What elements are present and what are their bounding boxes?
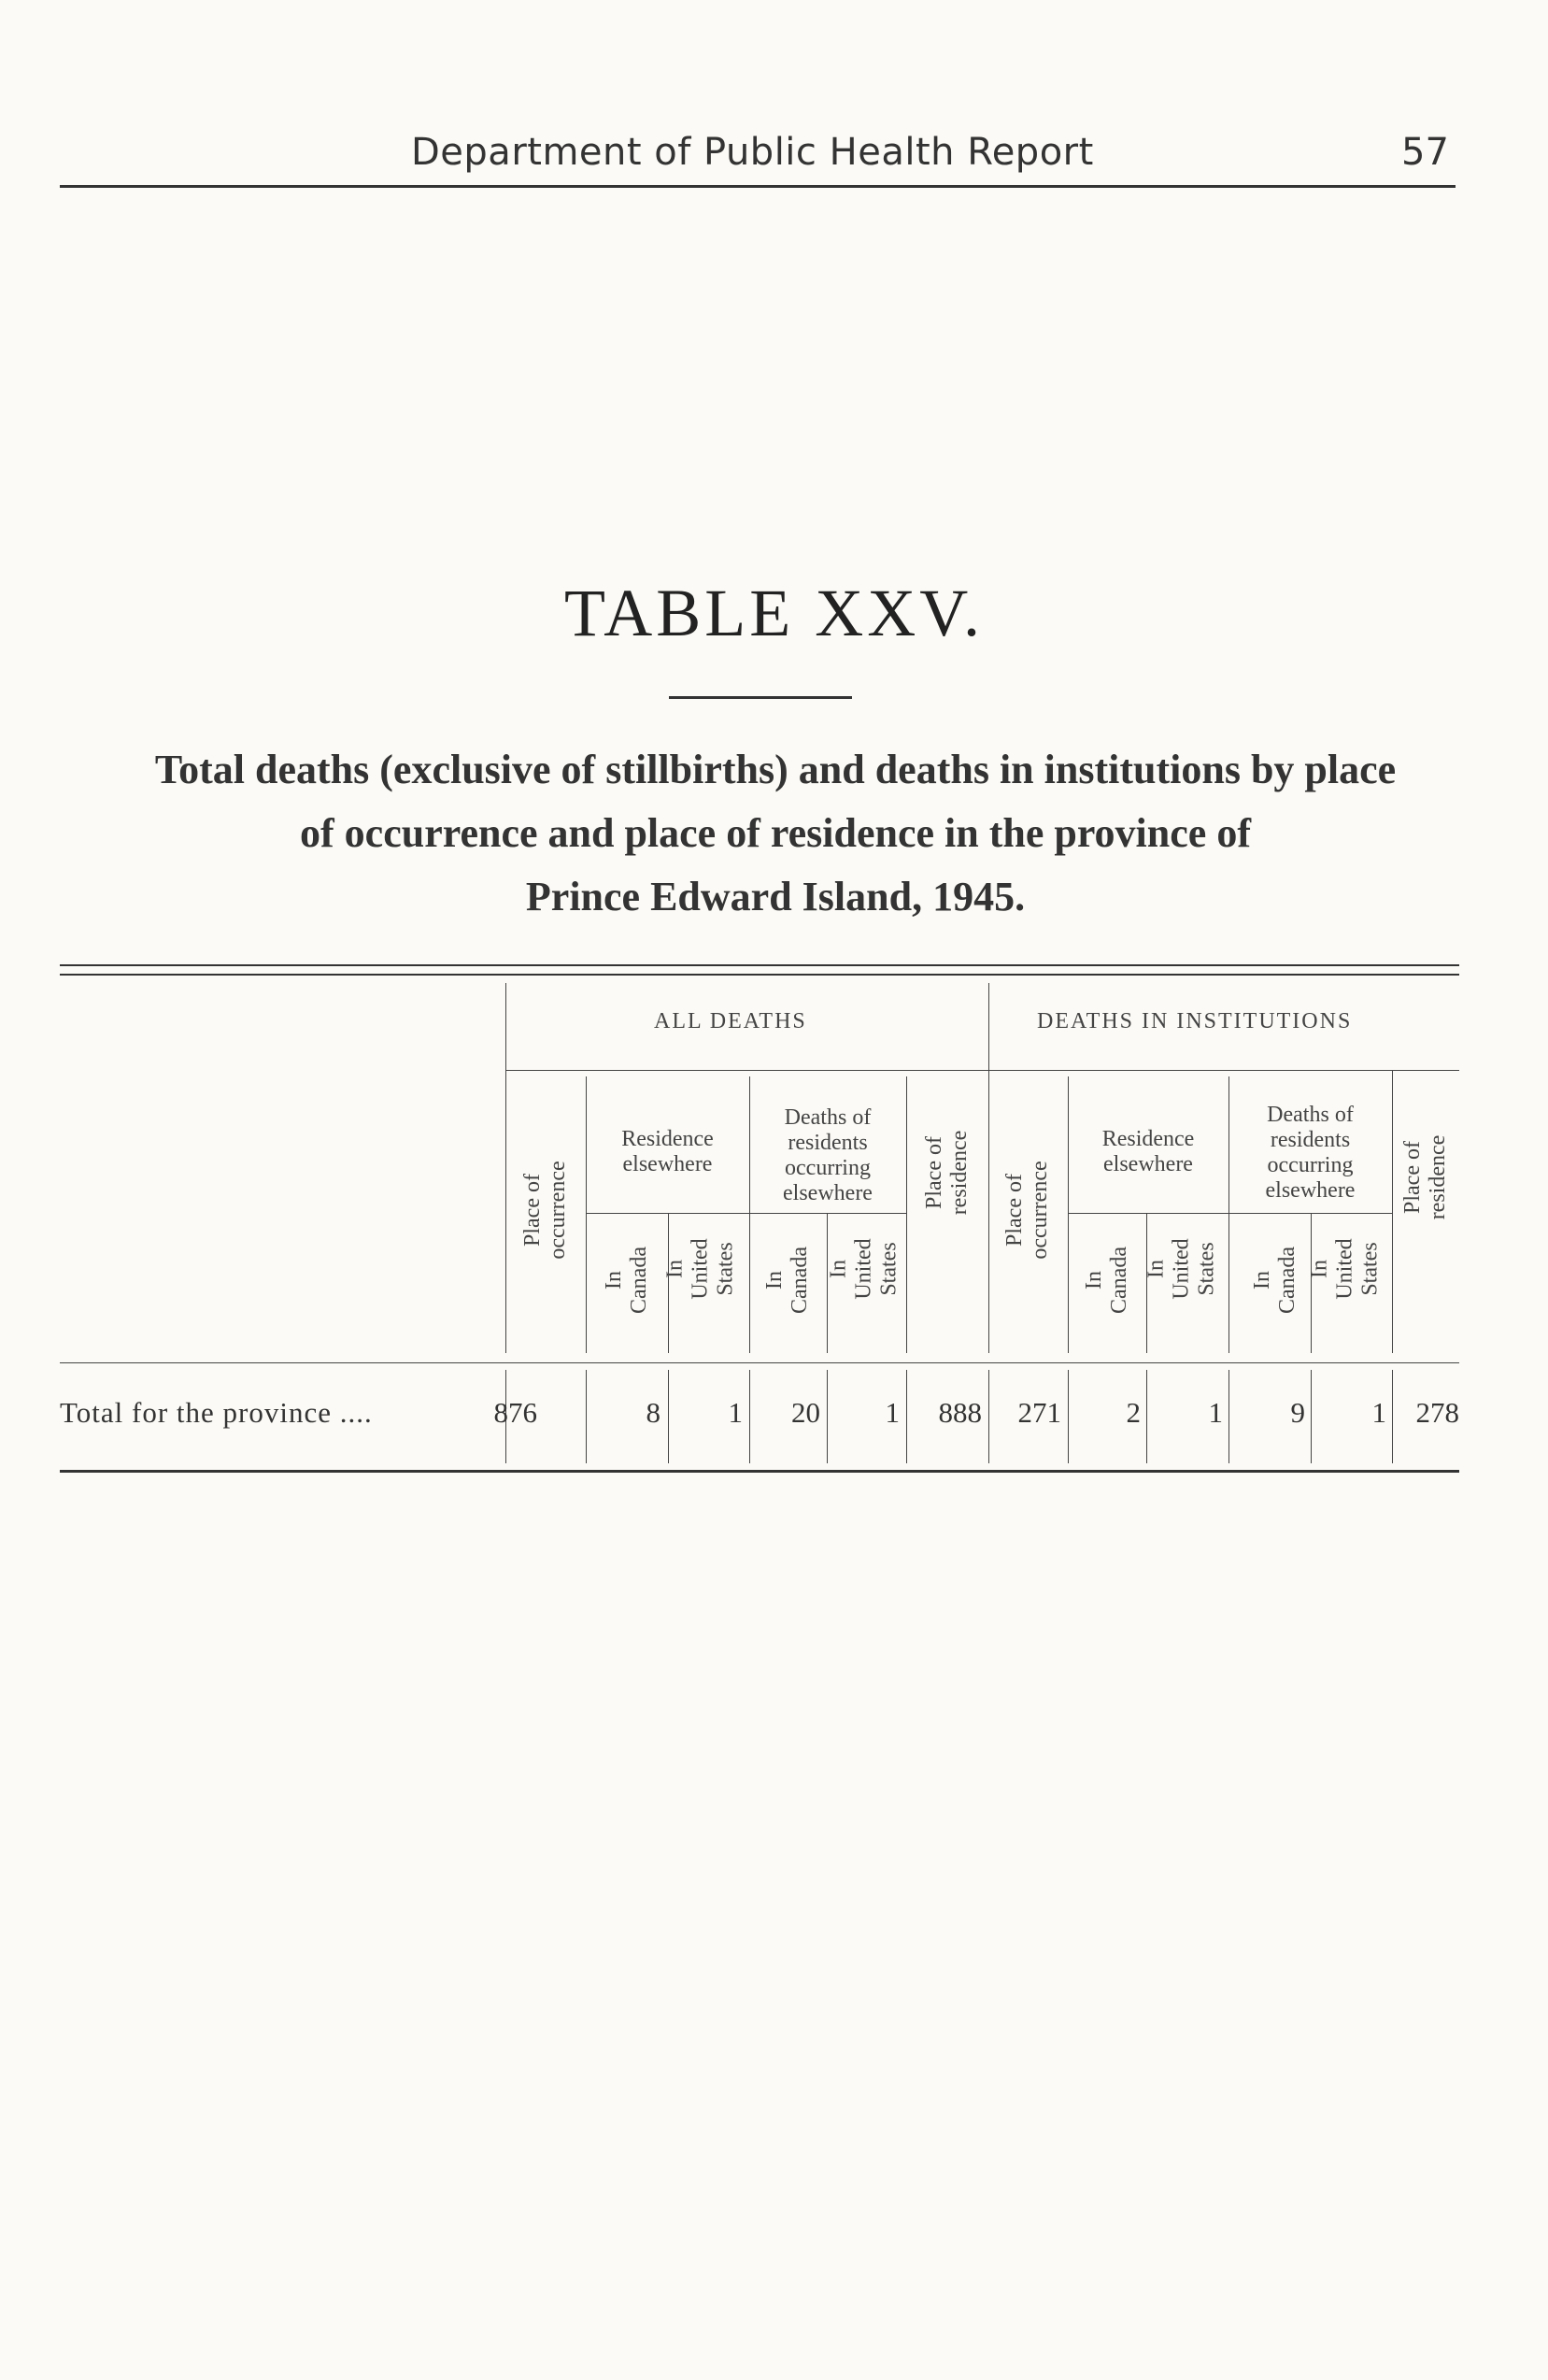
header-text: Place of: [922, 1136, 946, 1209]
header-text: elsewhere: [622, 1152, 713, 1176]
header-text: States: [1357, 1242, 1383, 1296]
table-top-rule-2: [60, 974, 1459, 976]
col-line: [586, 1076, 587, 1353]
header-in-canada: [762, 1247, 813, 1314]
header-text: Canada: [1107, 1247, 1131, 1314]
row-col-line: [586, 1370, 587, 1463]
cell-inst-occurring-elsewhere-us: 1: [1371, 1396, 1386, 1429]
header-bottom-rule: [60, 1362, 1459, 1363]
header-text: elsewhere: [783, 1181, 873, 1205]
group-all-deaths: ALL DEATHS: [654, 1009, 807, 1033]
cell-all-residence-elsewhere-canada: 8: [646, 1396, 660, 1429]
cell-all-place-of-occurrence: 876: [493, 1396, 537, 1429]
header-deaths-of-residents-occurring-elsewhere: [749, 1105, 906, 1206]
header-deaths-of-residents-occurring-elsewhere: [1228, 1103, 1392, 1204]
header-text: In: [1082, 1271, 1106, 1290]
header-text: elsewhere: [1265, 1178, 1356, 1203]
caption-line-2: of occurrence and place of residence in the province of: [300, 810, 1251, 856]
header-in-united-states: [1308, 1238, 1384, 1299]
cell-all-occurring-elsewhere-us: 1: [885, 1396, 900, 1429]
cell-inst-residence-elsewhere-us: 1: [1208, 1396, 1223, 1429]
header-text: elsewhere: [1103, 1152, 1193, 1176]
col-line: [1392, 1070, 1393, 1353]
header-text: In: [662, 1260, 688, 1279]
header-text: Place of: [1400, 1141, 1425, 1214]
header-text: In: [762, 1271, 787, 1290]
header-text: Deaths of: [1267, 1103, 1354, 1127]
subheader-underline: [586, 1213, 906, 1214]
header-in-united-states: [663, 1238, 739, 1299]
row-col-line: [988, 1370, 989, 1463]
header-text: States: [1194, 1242, 1219, 1296]
row-label-total: Total for the province ....: [60, 1396, 373, 1429]
header-text: occurring: [785, 1156, 871, 1180]
header-place-of-occurrence: [1002, 1161, 1053, 1259]
row-col-line: [1311, 1370, 1312, 1463]
row-col-line: [1228, 1370, 1229, 1463]
cell-all-place-of-residence: 888: [938, 1396, 982, 1429]
col-line: [1068, 1076, 1069, 1353]
cell-inst-place-of-residence: 278: [1415, 1396, 1459, 1429]
header-text: Place of: [520, 1174, 545, 1247]
header-text: United: [688, 1238, 713, 1300]
header-text: Deaths of: [784, 1105, 872, 1130]
row-col-line: [749, 1370, 750, 1463]
header-text: residents: [1270, 1128, 1351, 1152]
cell-all-residence-elsewhere-us: 1: [728, 1396, 743, 1429]
group-underline: [505, 1070, 1459, 1071]
header-place-of-residence: [922, 1131, 973, 1216]
page-header-title: Department of Public Health Report: [411, 131, 1094, 174]
header-text: Residence: [621, 1127, 714, 1151]
table-title: TABLE XXV.: [564, 576, 984, 650]
group-separator: [988, 983, 989, 1353]
cell-inst-occurring-elsewhere-canada: 9: [1290, 1396, 1305, 1429]
header-residence-elsewhere: [586, 1127, 749, 1177]
header-text: United: [1332, 1238, 1357, 1300]
header-in-canada: [1082, 1247, 1132, 1314]
row-col-line: [1392, 1370, 1393, 1463]
header-in-united-states: [1144, 1238, 1220, 1299]
subheader-underline: [1068, 1213, 1392, 1214]
row-col-line: [827, 1370, 828, 1463]
header-place-of-occurrence: [520, 1161, 571, 1259]
header-in-united-states: [827, 1238, 902, 1299]
header-text: In: [1143, 1260, 1169, 1279]
row-col-line: [906, 1370, 907, 1463]
header-in-canada: [602, 1247, 652, 1314]
caption-line-1: Total deaths (exclusive of stillbirths) and deaths in institutions by place: [154, 747, 1397, 792]
header-residence-elsewhere: [1068, 1127, 1228, 1177]
header-text: United: [1169, 1238, 1194, 1300]
header-text: Canada: [1275, 1247, 1299, 1314]
stub-separator: [505, 983, 506, 1353]
row-col-line: [1146, 1370, 1147, 1463]
header-in-canada: [1250, 1247, 1300, 1314]
header-text: States: [876, 1242, 902, 1296]
page-number: 57: [1401, 131, 1449, 174]
header-text: residents: [788, 1131, 868, 1155]
header-text: residence: [947, 1130, 972, 1216]
cell-inst-place-of-occurrence: 271: [1017, 1396, 1061, 1429]
header-text: residence: [1426, 1134, 1450, 1220]
cell-all-occurring-elsewhere-canada: 20: [791, 1396, 820, 1429]
header-text: United: [851, 1238, 876, 1300]
cell-inst-residence-elsewhere-canada: 2: [1126, 1396, 1141, 1429]
header-text: Place of: [1002, 1174, 1027, 1247]
group-deaths-in-institutions: DEATHS IN INSTITUTIONS: [1037, 1009, 1353, 1033]
row-col-line: [1068, 1370, 1069, 1463]
table-top-rule-1: [60, 964, 1459, 966]
row-col-line: [668, 1370, 669, 1463]
header-text: occurrence: [1028, 1161, 1052, 1260]
header-text: In: [602, 1271, 626, 1290]
header-place-of-residence: [1400, 1135, 1451, 1220]
caption-line-3: Prince Edward Island, 1945.: [525, 874, 1026, 919]
header-text: occurrence: [546, 1161, 570, 1260]
header-text: In: [1250, 1271, 1274, 1290]
col-line: [906, 1076, 907, 1353]
table-bottom-rule: [60, 1470, 1459, 1473]
header-text: occurring: [1267, 1153, 1354, 1177]
header-text: In: [826, 1260, 851, 1279]
header-text: States: [713, 1242, 738, 1296]
header-text: In: [1307, 1260, 1332, 1279]
header-text: Canada: [627, 1247, 651, 1314]
header-text: Canada: [788, 1247, 812, 1314]
header-text: Residence: [1101, 1127, 1195, 1151]
